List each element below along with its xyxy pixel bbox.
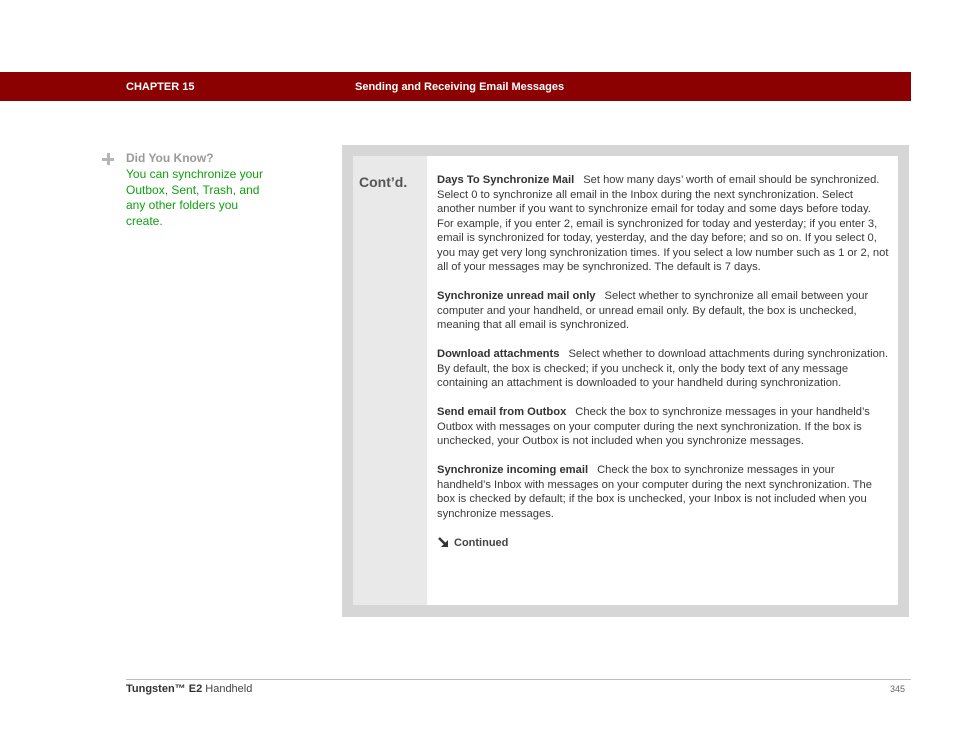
definition-text: Check the box to synchronize messages in your handheld’s Outbox with messages on your computer during the next synchronization. If the box is unchecked, your Outbox is not included when you synchronize messages.	[437, 406, 870, 447]
definition-text: Set how many days’ worth of email should be synchronized. Select 0 to synchronize all email in the Inbox during the next synchronization. Select another number if you want to synchronize email for today and some days before today. For example, if you enter 2, email is synchronized for today and yesterday; if you enter 3, email is synchronized for today, yesterday, and the day before; and so on. If you select 0, you may get very long synchronization times. If you select a low number such as 1 or 2, not all of your messages may be synchronized. The default is 7 days.	[437, 174, 889, 273]
footer-product	[126, 683, 252, 695]
definition-term: Days To Synchronize Mail	[437, 174, 575, 186]
continued-arrow-icon	[437, 536, 450, 549]
product-suffix: Handheld	[202, 683, 253, 695]
definition-term: Synchronize incoming email	[437, 464, 589, 476]
content-body	[427, 156, 898, 605]
page-number: 345	[890, 684, 906, 694]
definition-term: Synchronize unread mail only	[437, 290, 596, 302]
definition-item	[437, 173, 889, 275]
chapter-title: Sending and Receiving Email Messages	[355, 81, 565, 93]
definition-item	[437, 405, 889, 449]
tip-text: You can synchronize your Outbox, Sent, Trash, and any other folders you create.	[126, 167, 263, 229]
definition-term: Send email from Outbox	[437, 406, 567, 418]
definition-text: Check the box to synchronize messages in your handheld’s Inbox with messages on your computer during the next synchronization. The box is checked by default; if the box is unchecked, your Inbox is not included when you synchronize messages.	[437, 464, 872, 520]
definition-text: Select whether to synchronize all email between your computer and your handheld, or unread email only. By default, the box is unchecked, meaning that all email is synchronized.	[437, 290, 869, 331]
product-brand: Tungsten™ E2	[126, 683, 203, 695]
definition-term: Download attachments	[437, 348, 560, 360]
definition-item	[437, 463, 889, 521]
content-panel	[342, 145, 909, 617]
plus-icon	[101, 152, 115, 166]
chapter-header-bar	[0, 72, 911, 101]
definition-item	[437, 289, 889, 333]
definition-item	[437, 347, 889, 391]
continued-heading: Cont’d.	[359, 174, 408, 190]
continued-link[interactable]	[437, 536, 889, 551]
content-inner-panel	[353, 156, 898, 605]
tip-title: Did You Know?	[126, 151, 214, 165]
chapter-label: CHAPTER 15	[126, 81, 195, 93]
body-text	[437, 173, 889, 550]
definition-text: Select whether to download attachments during synchronization. By default, the box is checked; if you uncheck it, only the body text of any message containing an attachment is downloaded to your handheld during synchronization.	[437, 348, 889, 389]
continued-label: Continued	[454, 536, 509, 549]
footer-divider	[126, 679, 911, 680]
